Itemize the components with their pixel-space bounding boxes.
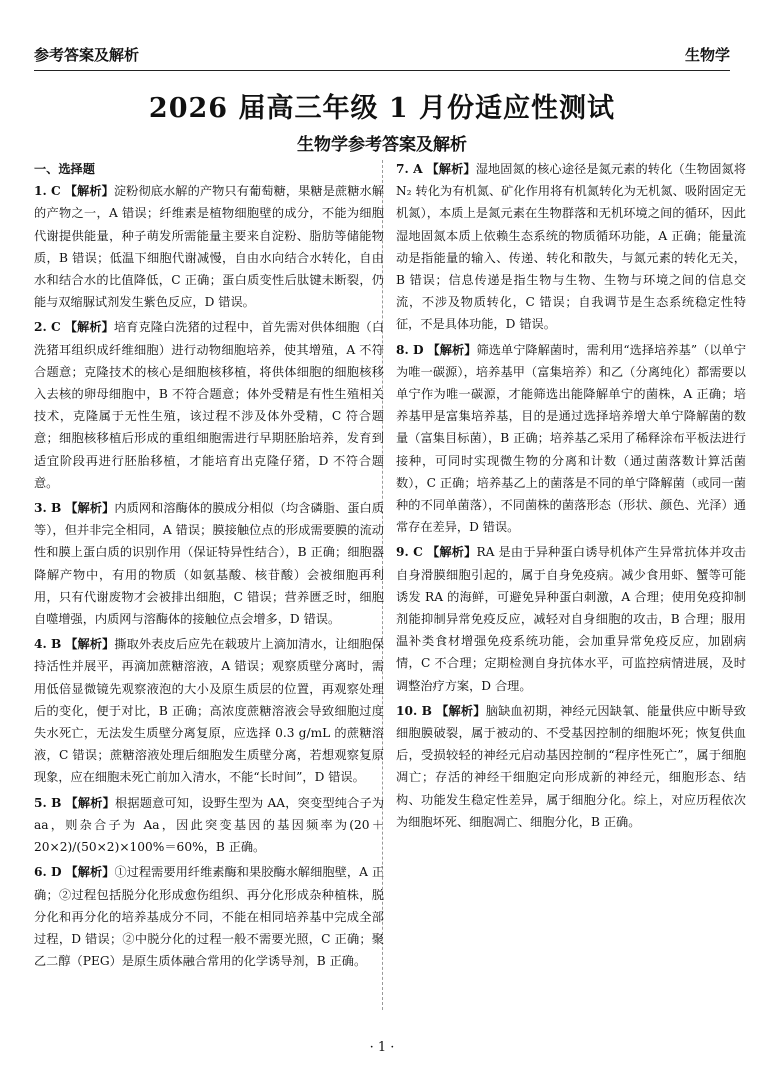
answer-number: 7. A [396,162,423,176]
analysis-text: ①过程需要用纤维素酶和果胶酶水解细胞壁，A 正确；②过程包括脱分化形成愈伤组织、再分化形成杂种植株，脱分化和再分化的培养基成分不同，不能在相同培养基中完成全部过程，D 错误；②中脱分化的过程一般不需要光照，C 正确；聚乙二醇（PEG）是原生质体融合常用的化学诱导剂，B 正确。 [34,865,385,969]
header-left: 参考答案及解析 [34,46,140,64]
question-10 [396,700,746,833]
analysis-text: 内质网和溶酶体的膜成分相似（均含磷脂、蛋白质等），但并非完全相同，A 错误；膜接触位点的形成需要膜的流动性和膜上蛋白质的识别作用（保证特异性结合），B 正确；细胞器降解产物中，有用的物质（如氨基酸、核苷酸）会被细胞再利用，只有代谢废物才会被排出细胞，C 错误；营养匮乏时，细胞自噬增强，内质网与溶酶体的接触位点会增多，D 错误。 [34,501,384,627]
analysis-text: 撕取外表皮后应先在载玻片上滴加清水，让细胞保持活性并展平，再滴加蔗糖溶液，A 错误；观察质壁分离时，需用低倍显微镜先观察液泡的大小及原生质层的位置，再观察处理后的变化，便于对比，B 正确；高浓度蔗糖溶液会导致细胞过度失水死亡，无法发生质壁分离复原，应选择 0.3 g/mL 的蔗糖溶液，C 错误；蔗糖溶液处理后细胞发生质壁分离，若想观察复原现象，应在细胞未死亡前加入清水，不能“长时间”，D 错误。 [34,637,384,785]
answer-number: 2. C [34,320,61,335]
analysis-tag: 【解析】 [426,545,477,560]
analysis-tag: 【解析】 [64,320,114,335]
answer-number: 3. B [34,501,62,516]
answer-number: 4. B [34,637,62,652]
analysis-tag: 【解析】 [65,865,115,880]
question-9 [396,541,746,696]
question-5 [34,792,384,859]
analysis-tag: 【解析】 [64,184,114,199]
analysis-tag: 【解析】 [65,795,115,810]
question-4 [34,633,384,788]
question-3 [34,497,384,630]
left-column [34,158,384,975]
analysis-tag: 【解析】 [436,703,486,718]
answer-number: 9. C [396,545,423,560]
analysis-tag: 【解析】 [65,501,115,516]
analysis-tag: 【解析】 [426,162,476,176]
question-1 [34,180,384,313]
answer-number: 8. D [396,342,424,357]
question-8 [396,339,746,539]
answer-number: 5. B [34,795,62,810]
analysis-text: 湿地固氮的核心途径是氮元素的转化（生物固氮将 N₂ 转化为有机氮、矿化作用将有机氮转化为无机氮、吸附固定无机氮），本质上是氮元素在生物群落和无机环境之间的循环，因此湿地固氮本质上依赖生态系统的物质循环功能，A 正确；能量流动是指能量的输入、传递、转化和散失，与氮元素的转化无关，B 错误；信息传递是指生物与生物、生物与环境之间的信息交流，不涉及物质转化，C 错误；自我调节是生态系统稳定性特征，不是具体功能，D 错误。 [396,162,746,332]
section-heading: 一、选择题 [34,162,95,176]
analysis-text: 根据题意可知，设野生型为 AA，突变型纯合子为 aa，则杂合子为 Aa，因此突变基因的基因频率为(20＋20×2)/(50×2)×100%＝60%，B 正确。 [34,795,385,855]
analysis-tag: 【解析】 [427,342,477,357]
analysis-text: 筛选单宁降解菌时，需利用“选择培养基”（以单宁为唯一碳源），培养基甲（富集培养）和乙（分离纯化）都需要以单宁作为唯一碳源，才能筛选出能降解单宁的菌株，A 正确；培养基甲是富集培养基，目的是通过选择培养增大单宁降解菌的数量（富集目标菌），B 正确；培养基乙采用了稀释涂布平板法进行接种，可同时实现微生物的分离和计数（通过菌落数计算活菌数），C 正确；培养基乙上的菌落是不同的单宁降解菌（或同一菌种的不同单菌落），不同菌株的菌落形态（形状、颜色、光泽）通常存在差异，D 错误。 [396,342,746,535]
answer-number: 6. D [34,865,62,880]
answer-number: 10. B [396,703,432,718]
page-title: 2026 届高三年级 1 月份适应性测试 [148,93,616,124]
answer-number: 1. C [34,184,61,199]
question-7 [396,158,746,336]
analysis-text: RA 是由于异种蛋白诱导机体产生异常抗体并攻击自身滑膜细胞引起的，属于自身免疫病。减少食用虾、蟹等可能诱发 RA 的海鲜，可避免异种蛋白刺激，A 合理；使用免疫抑制剂能抑制异常免疫反应，减轻对自身细胞的攻击，B 合理；服用温补类食材增强免疫系统功能，会加重异常免疫反应，加剧病情，C 不合理；定期检测自身抗体水平，可监控病情进展，及时调整治疗方案，D 合理。 [396,545,747,693]
page-subtitle: 生物学参考答案及解析 [297,135,467,155]
header-rule [34,70,730,71]
analysis-text: 淀粉彻底水解的产物只有葡萄糖，果糖是蔗糖水解的产物之一，A 错误；纤维素是植物细胞壁的成分，不能为细胞代谢提供能量，种子萌发所需能量主要来自淀粉、脂肪等储能物质，B 错误；低温下细胞代谢减慢，自由水向结合水转化，自由水和结合水的比值降低，C 正确；蛋白质变性后肽键未断裂，仍能与双缩脲试剂发生紫色反应，D 错误。 [34,184,385,310]
question-6 [34,861,384,972]
page-number: · 1 · [369,1040,395,1055]
header-right: 生物学 [684,46,730,64]
analysis-text: 培育克隆白洗猪的过程中，首先需对供体细胞（白洗猪耳组织成纤维细胞）进行动物细胞培养，使其增殖，A 不符合题意；克隆技术的核心是细胞核移植，将供体细胞的细胞核移入去核的卵母细胞中，B 不符合题意；体外受精是有性生殖相关技术，克隆属于无性生殖，该过程不涉及体外受精，C 符合题意；细胞核移植后形成的重组细胞需进行早期胚胎培养，发育到适宜阶段再进行胚胎移植，才能培育出克隆仔猪，D 不符合题意。 [34,320,385,490]
analysis-text: 脑缺血初期，神经元因缺氧、能量供应中断导致细胞膜破裂，属于被动的、不受基因控制的细胞坏死；恢复供血后，受损较轻的神经元启动基因控制的“程序性死亡”，属于细胞凋亡；存活的神经干细胞定向形成新的神经元，细胞形态、结构、功能发生稳定性差异，属于细胞分化。综上，对应历程依次为细胞坏死、细胞凋亡、细胞分化，B 正确。 [396,703,746,829]
right-column [396,158,746,836]
analysis-tag: 【解析】 [65,637,115,652]
question-2 [34,316,384,494]
